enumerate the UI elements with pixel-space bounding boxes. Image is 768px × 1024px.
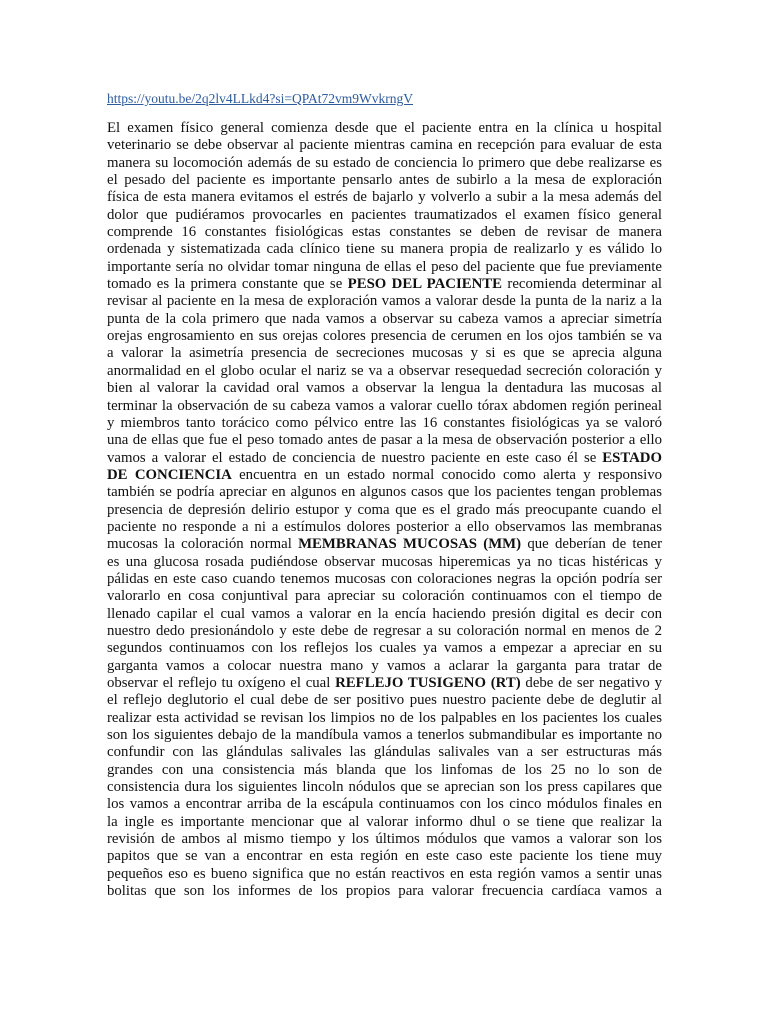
text-line: [107, 883, 662, 900]
text-run: bolitas que son los informes de los propios para valorar frecuencia cardíaca vamos a: [107, 883, 662, 900]
text-line: [107, 398, 662, 415]
text-run: a valorar la asimetría presencia de secreciones mucosas y si es que se aprecia alguna: [107, 345, 662, 362]
text-run: tomado es la primera constante que se: [107, 276, 348, 293]
text-run: física de esta manera evitamos el estrés de bajarlo y volverlo a subir a la mesa además del: [107, 189, 662, 206]
text-line: [107, 137, 662, 154]
text-run: vamos a valorar el estado de conciencia de nuestro paciente en este caso él se: [107, 449, 603, 466]
bold-term: DE CONCIENCIA: [107, 466, 232, 483]
text-line: [107, 155, 662, 172]
text-line: [107, 432, 662, 449]
text-line: [107, 692, 662, 709]
text-run: recomienda determinar al: [502, 276, 662, 293]
text-line: [107, 380, 662, 397]
text-line: [107, 189, 662, 206]
text-run: importante sería no olvidar tomar ninguna de ellas el peso del paciente que fue previamente: [107, 258, 662, 275]
text-line: [107, 120, 662, 137]
bold-term: REFLEJO TUSIGENO (RT): [335, 675, 521, 691]
text-run: ordenada y sistematizada cada clínico tiene su manera propia de realizarlo y es válido lo: [107, 241, 662, 258]
bold-term: PESO DEL PACIENTE: [347, 276, 503, 293]
text-run: bien al valorar la cavidad oral vamos a observar la lengua la dentadura las mucosas al: [107, 380, 662, 397]
text-run: orejas engrosamiento en sus orejas colores presencia de cerumen en los ojos también se va: [107, 328, 662, 345]
text-run: debe de ser negativo y: [520, 675, 662, 691]
text-line: [107, 866, 662, 883]
text-line: [107, 467, 662, 484]
text-run: pequeños eso es bueno significa que no están reactivos en esta región vamos a sentir unas: [107, 865, 662, 882]
text-line: [107, 744, 662, 761]
text-line: [107, 328, 662, 345]
text-line: [107, 606, 662, 623]
text-line: [107, 484, 662, 501]
text-line: [107, 311, 662, 328]
text-line: [107, 224, 662, 241]
text-run: manera su locomoción además de su estado de conciencia lo primero que debe realizarse es: [107, 154, 662, 171]
text-line: [107, 796, 662, 813]
bold-term: ESTADO: [602, 449, 662, 466]
text-run: presencia de depresión delirio estupor y coma que es el grado más preocupante cuando el: [107, 501, 662, 518]
text-run: encuentra en un estado normal conocido como alerta y responsivo: [231, 466, 663, 483]
text-run: y miembros tanto torácico como pélvico entre las 16 constantes fisiológicas ya se valoró: [107, 414, 662, 431]
text-run: es una glucosa rosada pudiéndose observar mucosas hiperemicas ya no ticas histéricas y: [107, 553, 662, 570]
text-run: los vamos a encontrar arriba de la escápula continuamos con los cinco módulos finales en: [107, 796, 662, 813]
text-run: segundos continuamos con los reflejos los cuales ya vamos a empezar a apreciar en su: [107, 640, 662, 657]
text-line: [107, 710, 662, 727]
text-run: nuestro dedo presionándolo y este debe de regresar a su coloración normal en menos de 2: [107, 622, 662, 639]
text-line: [107, 207, 662, 224]
text-run: confundir con las glándulas salivales las glándulas salivales van a ser estructuras más: [107, 744, 662, 761]
text-run: observar el reflejo tu oxígeno el cual: [107, 675, 336, 691]
text-run: comprende 16 constantes fisiológicas estas constantes se deben de revisar de manera: [107, 224, 662, 241]
text-line: [107, 554, 662, 571]
text-run: consistencia dura los siguientes lincoln nódulos que se aprecian son los press capilares que: [107, 779, 662, 796]
text-run: pálidas en este caso cuando tenemos mucosas con coloraciones negras la opción podría ser: [107, 570, 662, 587]
text-line: [107, 762, 662, 779]
text-line: [107, 363, 662, 380]
text-run: garganta vamos a colocar nuestra mano y vamos a aclarar la garganta para tratar de: [107, 657, 662, 674]
text-line: [107, 640, 662, 657]
text-run: que deberían de tener: [521, 536, 662, 553]
text-run: grandes con una consistencia más blanda que los linfomas de los 25 no lo son de: [107, 761, 662, 778]
text-run: paciente no responde a ni a estímulos dolores posterior a ello observamos las membranas: [107, 518, 662, 535]
text-run: valorarlo en cosa conjuntival para apreciar su coloración continuamos con el tiempo de: [107, 588, 662, 605]
text-run: son los siguientes debajo de la mandíbula vamos a tenerlos submandibular es importante no: [107, 727, 662, 744]
text-run: también se podría apreciar en algunos en algunos casos que los pacientes tengan problemas: [107, 484, 662, 501]
text-line: [107, 675, 662, 692]
text-run: realizar esta actividad se revisan los limpios no de los palpables en los pacientes los cuales: [107, 709, 662, 726]
text-run: el reflejo deglutorio el cual debe de ser positivo pues nuestro paciente debe de deglutir al: [107, 692, 662, 709]
text-line: [107, 276, 662, 293]
text-line: [107, 623, 662, 640]
text-run: punta de la cola primero que nada vamos a observar su cabeza vamos a apreciar simetría: [107, 310, 662, 327]
bold-term: MEMBRANAS MUCOSAS (MM): [298, 536, 522, 553]
text-line: [107, 345, 662, 362]
text-line: [107, 814, 662, 831]
text-run: llenado capilar el cual vamos a valorar en la encía haciendo presión digital es decir con: [107, 605, 662, 622]
text-run: terminar la observación de su cabeza vamos a valorar cuello tórax abdomen región perineal: [107, 397, 662, 414]
text-line: [107, 450, 662, 467]
text-line: [107, 588, 662, 605]
text-line: [107, 727, 662, 744]
text-line: [107, 502, 662, 519]
text-run: la ingle es importante mencionar que al valorar informo dhul o se tiene que realizar la: [107, 813, 662, 830]
text-line: [107, 571, 662, 588]
text-run: mucosas la coloración normal: [107, 536, 299, 553]
text-line: [107, 172, 662, 189]
text-line: [107, 241, 662, 258]
text-line: [107, 293, 662, 310]
text-line: [107, 831, 662, 848]
text-run: El examen físico general comienza desde que el paciente entra en la clínica u hospital: [107, 120, 662, 136]
text-run: revisión de ambos al mismo tiempo y los últimos módulos que vamos a valorar son los: [107, 831, 662, 848]
text-line: [107, 259, 662, 276]
text-line: [107, 536, 662, 553]
text-run: dolor que pudiéramos provocarles en pacientes traumatizados el examen físico general: [107, 206, 662, 223]
body-paragraph: [107, 120, 662, 900]
text-line: [107, 415, 662, 432]
text-line: [107, 658, 662, 675]
youtube-link[interactable]: https://youtu.be/2q2lv4LLkd4?si=QPAt72vm9WvkrngV: [107, 91, 413, 106]
text-run: papitos que se van a encontrar en esta región en este caso este paciente los tiene muy: [107, 848, 662, 865]
text-run: una de ellas que fue el peso tomado antes de pasar a la mesa de observación posterior a ello: [107, 432, 662, 449]
text-run: revisar al paciente en la mesa de exploración vamos a valorar desde la punta de la nariz a la: [107, 293, 662, 310]
text-run: anormalidad en el globo ocular el nariz se va a observar resequedad secreción coloración y: [107, 362, 662, 379]
text-line: [107, 519, 662, 536]
text-line: [107, 848, 662, 865]
text-line: [107, 779, 662, 796]
text-run: el pesado del paciente es importante pensarlo antes de subirlo a la mesa de exploración: [107, 172, 662, 189]
text-run: veterinario se debe observar al paciente mientras camina en recepción para evaluar de esta: [107, 137, 662, 154]
